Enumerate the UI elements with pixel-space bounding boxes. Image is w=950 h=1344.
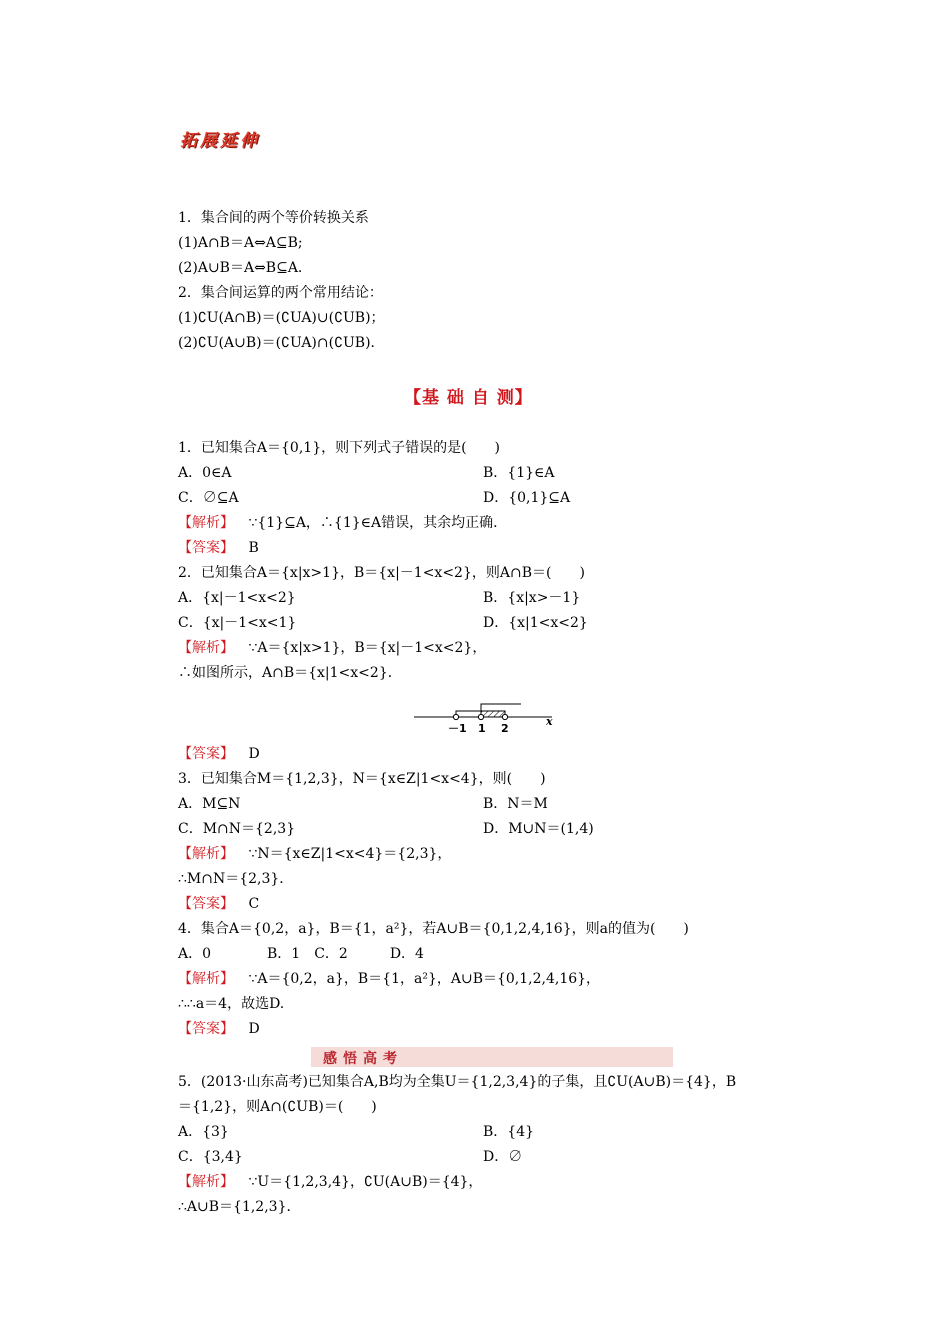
q4-analysis xyxy=(178,970,600,988)
q2-analysis-line2: ∴如图所示，A∩B＝{x|1<x<2}． xyxy=(178,665,402,681)
q1-answer xyxy=(178,539,259,557)
axis-label-x: x xyxy=(546,715,553,728)
q2-analysis xyxy=(178,639,486,657)
q5-analysis-text: ∵U＝{1,2,3,4}，∁U(A∪B)＝{4}， xyxy=(248,1174,483,1190)
q4-stem: 4．集合A＝{0,2，a}，B＝{1，a²}，若A∪B＝{0,1,2,4,16}，则a的值为( ) xyxy=(178,921,689,937)
q5-option-b: B．{4} xyxy=(483,1124,535,1140)
q3-analysis-line2: ∴M∩N＝{2,3}． xyxy=(178,871,294,887)
q1-option-a: A．0∈A xyxy=(178,465,232,481)
analysis-tag: 【解析】 xyxy=(178,971,234,987)
q4-answer-value: D xyxy=(248,1021,260,1037)
q2-answer-value: D xyxy=(248,746,260,762)
open-point-1 xyxy=(478,714,483,719)
analysis-tag: 【解析】 xyxy=(178,515,234,531)
q3-stem: 3．已知集合M＝{1,2,3}，N＝{x∈Z|1<x<4}，则( ) xyxy=(178,771,546,787)
analysis-tag: 【解析】 xyxy=(178,1174,234,1190)
number-line-figure xyxy=(414,700,564,738)
q2-option-c: C．{x|－1<x<1} xyxy=(178,615,297,631)
open-point-2 xyxy=(502,714,507,719)
ext-line-2: (1)A∩B＝A⇔A⊆B; xyxy=(178,235,303,251)
q2-stem: 2．已知集合A＝{x|x>1}，B＝{x|－1<x<2}，则A∩B＝( ) xyxy=(178,565,585,581)
q5-option-c: C．{3,4} xyxy=(178,1149,243,1165)
ext-line-1: 1．集合间的两个等价转换关系 xyxy=(178,210,369,226)
answer-tag: 【答案】 xyxy=(178,1021,234,1037)
answer-tag: 【答案】 xyxy=(178,746,234,762)
answer-tag: 【答案】 xyxy=(178,540,234,556)
q5-option-d: D．∅ xyxy=(483,1149,523,1165)
q5-stem-line2: ＝{1,2}，则A∩(∁UB)＝( ) xyxy=(178,1099,377,1115)
q5-option-a: A．{3} xyxy=(178,1124,229,1140)
q5-stem: 5．(2013·山东高考)已知集合A,B均为全集U＝{1,2,3,4}的子集，且∁U(A∪B)＝{4}，B xyxy=(178,1074,737,1090)
ext-line-4: 2．集合间运算的两个常用结论： xyxy=(178,285,383,301)
ext-line-5: (1)∁U(A∩B)＝(∁UA)∪(∁UB)； xyxy=(178,310,385,326)
q3-option-c: C．M∩N＝{2,3} xyxy=(178,821,296,837)
intersection-hatch xyxy=(481,711,505,717)
q1-answer-value: B xyxy=(248,540,259,556)
q2-option-a: A．{x|－1<x<2} xyxy=(178,590,296,606)
tick-label-2: 2 xyxy=(501,722,509,735)
q3-answer xyxy=(178,895,259,913)
q3-analysis-text: ∵N＝{x∈Z|1<x<4}＝{2,3}， xyxy=(248,846,452,862)
q4-analysis-text: ∵A＝{0,2，a}，B＝{1，a²}，A∪B＝{0,1,2,4,16}， xyxy=(248,971,601,987)
open-point-neg1 xyxy=(453,714,458,719)
ext-line-6: (2)∁U(A∪B)＝(∁UA)∩(∁UB)． xyxy=(178,335,385,351)
section-title-exam: 感悟高考 xyxy=(323,1051,403,1067)
q3-option-d: D．M∪N＝(1,4) xyxy=(483,821,594,837)
answer-tag: 【答案】 xyxy=(178,896,234,912)
q4-options: A．0 B．1 C．2 D．4 xyxy=(178,946,424,962)
analysis-tag: 【解析】 xyxy=(178,846,234,862)
q5-analysis-line2: ∴A∪B＝{1,2,3}． xyxy=(178,1199,301,1215)
q1-stem: 1．已知集合A＝{0,1}，则下列式子错误的是( ) xyxy=(178,440,501,456)
q4-answer xyxy=(178,1020,260,1038)
q4-analysis-line2: ∴∴a＝4，故选D. xyxy=(178,996,285,1012)
q3-option-a: A．M⊆N xyxy=(178,796,241,812)
section-title-basic: 【基 础 自 测】 xyxy=(404,388,533,408)
q3-answer-value: C xyxy=(248,896,260,912)
q5-analysis xyxy=(178,1173,482,1191)
extension-title: 拓展延伸 xyxy=(180,131,260,151)
q1-option-c: C．∅⊆A xyxy=(178,490,239,506)
tick-label-1: 1 xyxy=(478,722,486,735)
q1-option-d: D．{0,1}⊆A xyxy=(483,490,571,506)
q1-option-b: B．{1}∈A xyxy=(483,465,555,481)
q3-analysis xyxy=(178,845,451,863)
q3-option-b: B．N＝M xyxy=(483,796,548,812)
analysis-tag: 【解析】 xyxy=(178,640,234,656)
tick-label-neg1: －1 xyxy=(448,722,467,735)
q2-answer xyxy=(178,745,260,763)
q1-analysis xyxy=(178,514,498,532)
q2-option-b: B．{x|x>－1} xyxy=(483,590,581,606)
q2-option-d: D．{x|1<x<2} xyxy=(483,615,588,631)
q2-analysis-text: ∵A＝{x|x>1}，B＝{x|－1<x<2}， xyxy=(248,640,487,656)
ext-line-3: (2)A∪B＝A⇔B⊆A. xyxy=(178,260,303,276)
q1-analysis-text: ∵{1}⊆A，∴{1}∈A错误，其余均正确. xyxy=(248,515,498,531)
